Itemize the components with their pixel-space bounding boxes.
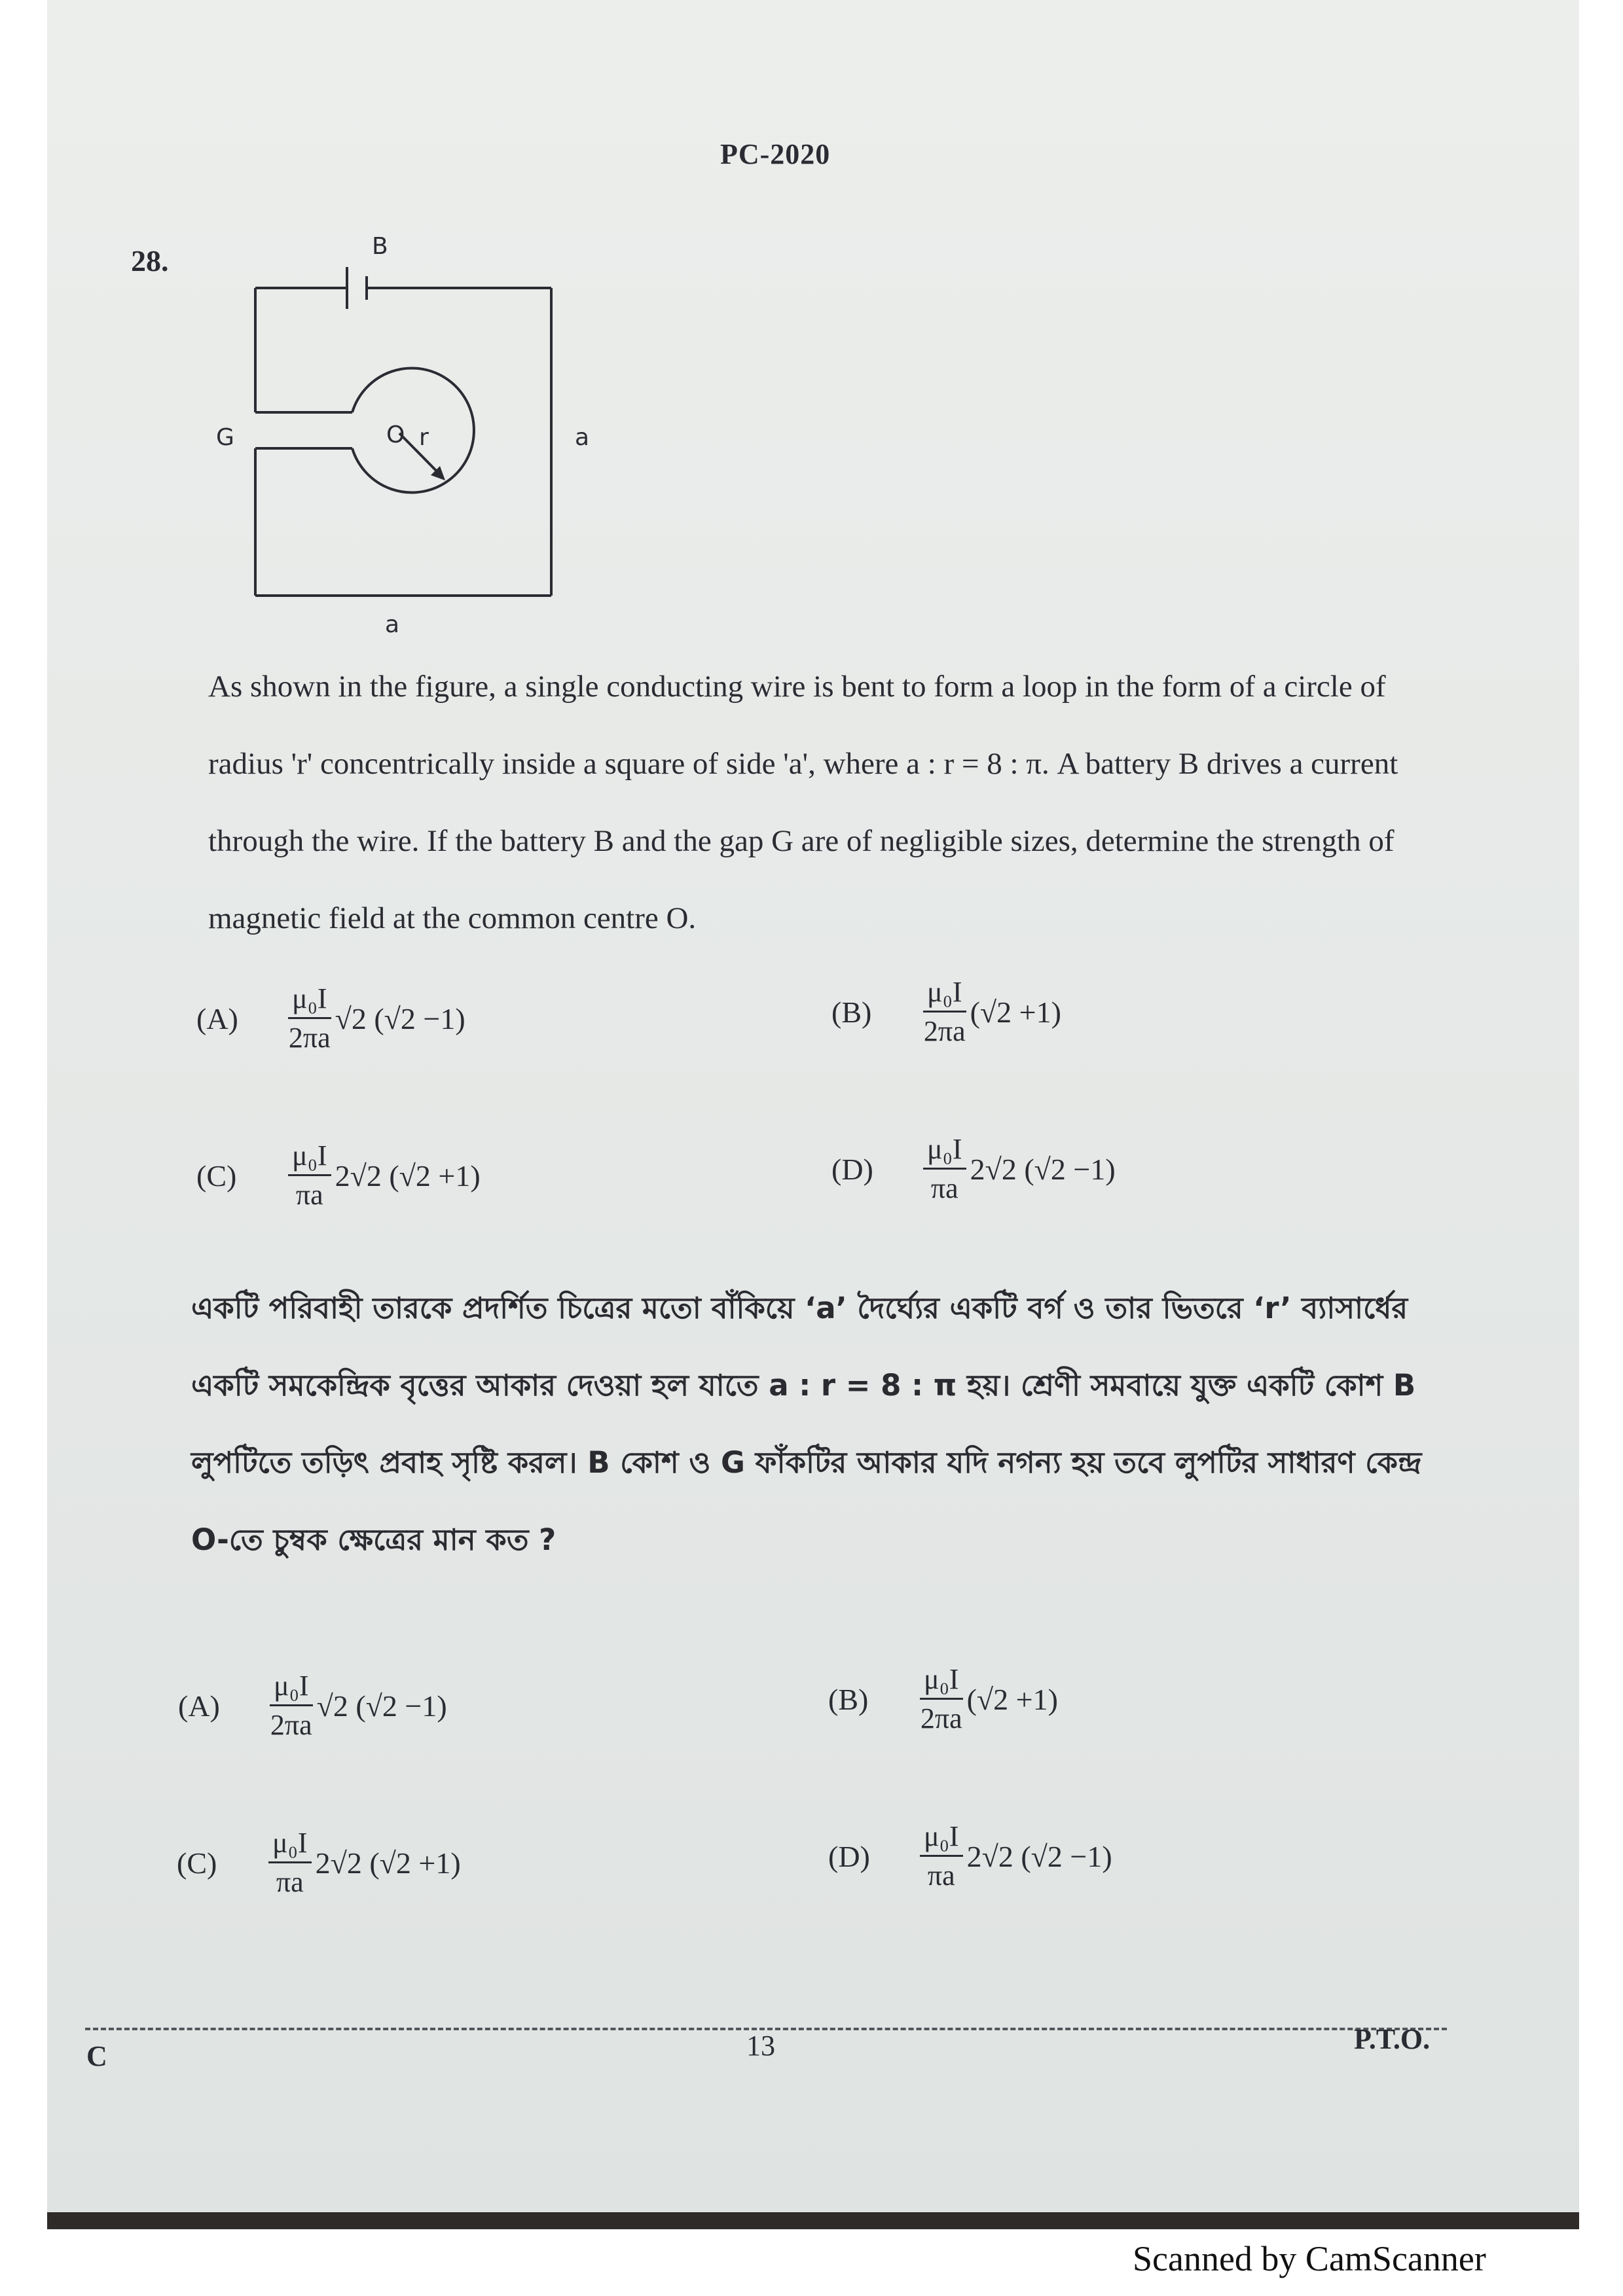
expression: 2√2 (√2 −1): [966, 1840, 1112, 1873]
fraction: $\frac{\text{μ₀I}}{\pi a}$: [268, 1826, 312, 1900]
option-b-bn: [828, 1662, 1058, 1736]
option-label: (B): [828, 1683, 869, 1716]
fraction: $\frac{\text{μ₀I}}{\pi a}$: [923, 1132, 966, 1206]
circuit-diagram: [196, 216, 642, 655]
option-label: (D): [831, 1153, 873, 1186]
expression: √2 (√2 −1): [335, 1002, 465, 1035]
option-c-en: [196, 1139, 481, 1213]
booklet-code: C: [86, 2040, 107, 2072]
question-text-english: As shown in the figure, a single conducting wire is bent to form a loop in the form of a circle of radius 'r' concentrically inside a square of side 'a', where a : r = 8 : π. A battery B drives a current through the wire. If the battery B and the gap G are of negligible sizes, determine the strength of magnetic field at the common centre O.: [208, 670, 1398, 935]
option-label: (D): [828, 1840, 870, 1873]
label-battery: B: [372, 233, 388, 260]
option-label: (A): [196, 1002, 238, 1035]
label-side-bottom: a: [385, 611, 400, 638]
expression: 2√2 (√2 −1): [970, 1153, 1116, 1186]
circle-loop: [352, 368, 474, 493]
option-a-bn: [178, 1669, 447, 1743]
option-label: (B): [831, 996, 872, 1029]
fraction: $\frac{\text{μ₀I}}{\pi a}$: [288, 1139, 331, 1213]
expression: (√2 +1): [970, 996, 1061, 1029]
option-d-bn: [828, 1820, 1112, 1893]
option-label: (A): [178, 1689, 220, 1723]
paper-code: PC-2020: [720, 138, 831, 170]
option-c-bn: [177, 1826, 461, 1900]
fraction: $\frac{\text{μ₀I}}{2\pi a}$: [288, 982, 331, 1054]
option-label: (C): [177, 1846, 217, 1880]
fraction: $\frac{\text{μ₀I}}{2\pi a}$: [923, 976, 966, 1047]
expression: (√2 +1): [966, 1683, 1058, 1716]
question-text-bengali: একটি পরিবাহী তারকে প্রদর্শিত চিত্রের মতো বাঁকিয়ে ‘a’ দৈর্ঘ্যের একটি বর্গ ও তার ভিতরে ‘r’ ব্যাসার্ধের একটি সমকেন্দ্রিক বৃত্তের আকার দেওয়া হল যাতে a : r = 8 : π হয়। শ্রেণী সমবায়ে যুক্ত একটি কোশ B লুপটিতে তড়িৎ প্রবাহ সৃষ্টি করল। B কোশ ও G ফাঁকটির আকার যদি নগন্য হয় তবে লুপটির সাধারণ কেন্দ্র O-তে চুম্বক ক্ষেত্রের মান কত ?: [191, 1291, 1422, 1557]
scanner-watermark: Scanned by CamScanner: [1133, 2239, 1486, 2278]
fraction: $\frac{\text{μ₀I}}{2\pi a}$: [270, 1670, 312, 1741]
label-side-right: a: [575, 424, 590, 451]
please-turn-over: P.T.O.: [1354, 2023, 1431, 2055]
fraction: $\frac{\text{μ₀I}}{\pi a}$: [920, 1820, 963, 1893]
expression: √2 (√2 −1): [316, 1689, 447, 1723]
option-d-en: [831, 1132, 1116, 1206]
label-center: O: [386, 422, 405, 448]
page-number: 13: [746, 2030, 775, 2062]
question-number: 28.: [131, 244, 169, 278]
label-radius: r: [419, 424, 429, 451]
expression: 2√2 (√2 +1): [315, 1846, 461, 1880]
scan-border: [47, 2212, 1579, 2229]
expression: 2√2 (√2 +1): [335, 1159, 481, 1193]
fraction: $\frac{\text{μ₀I}}{2\pi a}$: [920, 1663, 962, 1734]
option-b-en: [831, 975, 1061, 1049]
option-label: (C): [196, 1159, 237, 1193]
option-a-en: [196, 982, 465, 1056]
label-gap: G: [216, 424, 234, 451]
